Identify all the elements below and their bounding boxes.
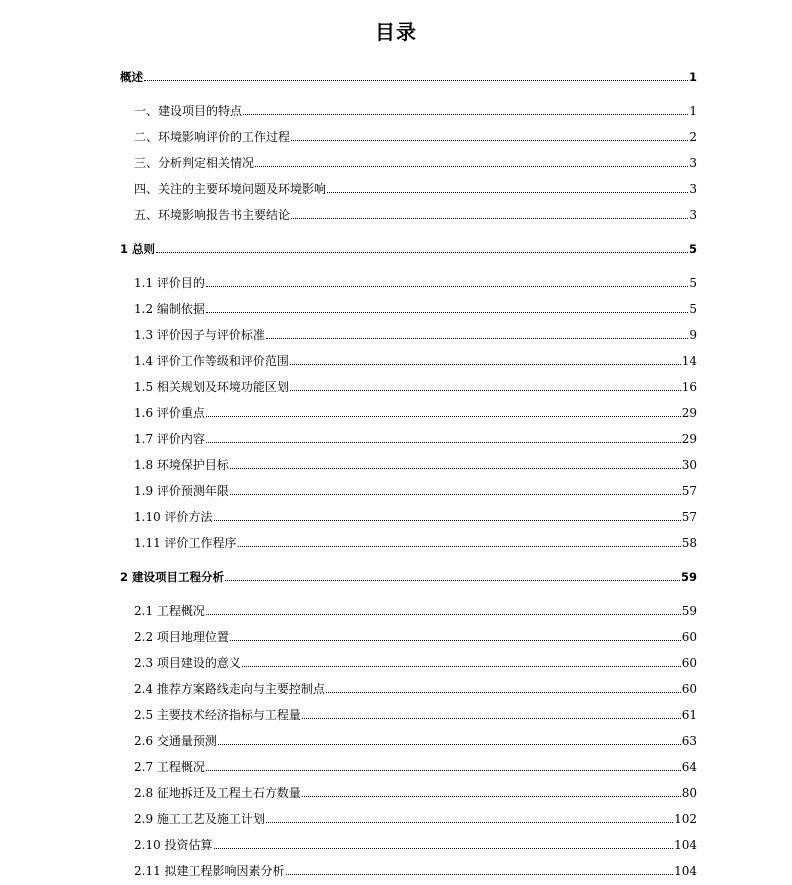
toc-entry[interactable] <box>0 600 697 618</box>
toc-entry-label: 1.6 评价重点 <box>134 406 205 420</box>
toc-entry-label: 四、关注的主要环境问题及环境影响 <box>134 182 327 196</box>
dot-leader <box>255 166 688 167</box>
toc-entry-page-number: 1 <box>688 70 697 84</box>
toc-entry[interactable] <box>0 480 697 498</box>
toc-entry[interactable] <box>0 402 697 420</box>
dot-leader <box>206 312 688 313</box>
toc-entry-label: 2.5 主要技术经济指标与工程量 <box>134 708 301 722</box>
toc-entry[interactable] <box>0 324 697 342</box>
dot-leader <box>218 744 681 745</box>
dot-leader <box>144 80 688 81</box>
toc-entry-page-number: 60 <box>681 682 697 696</box>
toc-entry-label: 1.1 评价目的 <box>134 276 205 290</box>
toc-entry-page-number: 16 <box>681 380 697 394</box>
toc-entry-label: 1.10 评价方法 <box>134 510 213 524</box>
toc-entry[interactable] <box>0 756 697 774</box>
toc-entry-page-number: 63 <box>681 734 697 748</box>
toc-entry-label: 一、建设项目的特点 <box>134 104 243 118</box>
toc-entry-label: 2.6 交通量预测 <box>134 734 217 748</box>
dot-leader <box>266 338 688 339</box>
dot-leader <box>230 640 681 641</box>
toc-entry[interactable] <box>0 178 697 196</box>
toc-entry-page-number: 5 <box>688 242 697 256</box>
dot-leader <box>206 614 681 615</box>
toc-entry-page-number: 29 <box>681 432 697 446</box>
toc-entry-label: 1 总则 <box>120 242 156 256</box>
toc-entry-page-number: 57 <box>681 484 697 498</box>
toc-entry-page-number: 58 <box>681 536 697 550</box>
toc-entry[interactable] <box>0 152 697 170</box>
toc-entry-label: 2.8 征地拆迁及工程土石方数量 <box>134 786 301 800</box>
toc-entry-label: 1.5 相关规划及环境功能区划 <box>134 380 289 394</box>
dot-leader <box>214 848 674 849</box>
toc-entry[interactable] <box>0 626 697 644</box>
toc-entry-label: 2.7 工程概况 <box>134 760 205 774</box>
dot-leader <box>242 666 681 667</box>
dot-leader <box>230 494 681 495</box>
toc-entry[interactable] <box>0 652 697 670</box>
toc-entry-label: 2.10 投资估算 <box>134 838 213 852</box>
toc-entry-page-number: 30 <box>681 458 697 472</box>
toc-entry-page-number: 104 <box>674 838 697 852</box>
toc-entry-label: 1.2 编制依据 <box>134 302 205 316</box>
dot-leader <box>326 692 681 693</box>
toc-entry-label: 1.11 评价工作程序 <box>134 536 237 550</box>
toc-entry-page-number: 60 <box>681 630 697 644</box>
dot-leader <box>291 140 688 141</box>
toc-entry[interactable] <box>0 376 697 394</box>
toc-entry[interactable] <box>0 506 697 524</box>
toc-entry-label: 2.1 工程概况 <box>134 604 205 618</box>
toc-entry[interactable] <box>0 532 697 550</box>
toc-entry-label: 2 建设项目工程分析 <box>120 570 225 584</box>
dot-leader <box>238 546 681 547</box>
dot-leader <box>327 192 688 193</box>
toc-entry[interactable] <box>0 808 697 826</box>
toc-entry[interactable] <box>0 454 697 472</box>
toc-entry-page-number: 64 <box>681 760 697 774</box>
toc-entry-page-number: 80 <box>681 786 697 800</box>
toc-entry[interactable] <box>0 704 697 722</box>
dot-leader <box>230 468 681 469</box>
dot-leader <box>206 286 688 287</box>
toc-entry-label: 五、环境影响报告书主要结论 <box>134 208 291 222</box>
toc-entry-page-number: 5 <box>689 302 697 316</box>
toc-entry-page-number: 57 <box>681 510 697 524</box>
toc-entry-page-number: 3 <box>689 156 697 170</box>
toc-entry-label: 2.3 项目建设的意义 <box>134 656 241 670</box>
toc-entry[interactable] <box>0 238 697 256</box>
toc-entry[interactable] <box>0 678 697 696</box>
toc-entry[interactable] <box>0 66 697 84</box>
toc-entry-page-number: 59 <box>680 570 697 584</box>
toc-entry-label: 概述 <box>120 70 143 84</box>
toc-entry-label: 2.2 项目地理位置 <box>134 630 229 644</box>
toc-entry-label: 1.4 评价工作等级和评价范围 <box>134 354 289 368</box>
toc-entry-page-number: 29 <box>681 406 697 420</box>
toc-entry[interactable] <box>0 298 697 316</box>
dot-leader <box>302 718 681 719</box>
toc-entry[interactable] <box>0 860 697 878</box>
toc-title: 目录 <box>375 20 417 44</box>
toc-entry-page-number: 14 <box>681 354 697 368</box>
dot-leader <box>206 416 681 417</box>
dot-leader <box>290 364 681 365</box>
dot-leader <box>291 218 688 219</box>
dot-leader <box>290 390 681 391</box>
toc-entry-page-number: 9 <box>689 328 697 342</box>
dot-leader <box>225 580 680 581</box>
toc-entry-page-number: 61 <box>681 708 697 722</box>
toc-entry-page-number: 102 <box>674 812 697 826</box>
toc-entry-page-number: 60 <box>681 656 697 670</box>
dot-leader <box>156 252 688 253</box>
dot-leader <box>206 442 681 443</box>
dot-leader <box>302 796 681 797</box>
toc-entry[interactable] <box>0 730 697 748</box>
toc-entry-page-number: 3 <box>689 182 697 196</box>
dot-leader <box>266 822 673 823</box>
toc-entry-page-number: 3 <box>689 208 697 222</box>
toc-entry[interactable] <box>0 428 697 446</box>
toc-entry-page-number: 59 <box>681 604 697 618</box>
toc-entry-label: 三、分析判定相关情况 <box>134 156 255 170</box>
toc-entry[interactable] <box>0 834 697 852</box>
toc-entry[interactable] <box>0 782 697 800</box>
toc-entry-label: 2.9 施工工艺及施工计划 <box>134 812 265 826</box>
dot-leader <box>214 520 681 521</box>
toc-entry-page-number: 1 <box>689 104 697 118</box>
toc-entry[interactable] <box>0 100 697 118</box>
toc-entry[interactable] <box>0 204 697 222</box>
toc-entry-label: 1.7 评价内容 <box>134 432 205 446</box>
toc-entry-label: 1.8 环境保护目标 <box>134 458 229 472</box>
toc-entry[interactable] <box>0 126 697 144</box>
toc-entry[interactable] <box>0 272 697 290</box>
toc-entry-page-number: 104 <box>674 864 697 878</box>
toc-entry-label: 1.9 评价预测年限 <box>134 484 229 498</box>
dot-leader <box>286 874 674 875</box>
dot-leader <box>243 114 688 115</box>
dot-leader <box>206 770 681 771</box>
toc-entry-label: 二、环境影响评价的工作过程 <box>134 130 291 144</box>
toc-entry-label: 2.4 推荐方案路线走向与主要控制点 <box>134 682 325 696</box>
toc-entry-page-number: 2 <box>689 130 697 144</box>
toc-entry-label: 2.11 拟建工程影响因素分析 <box>134 864 285 878</box>
toc-entry[interactable] <box>0 350 697 368</box>
toc-entry-label: 1.3 评价因子与评价标准 <box>134 328 265 342</box>
toc-entry[interactable] <box>0 566 697 584</box>
toc-entry-page-number: 5 <box>689 276 697 290</box>
